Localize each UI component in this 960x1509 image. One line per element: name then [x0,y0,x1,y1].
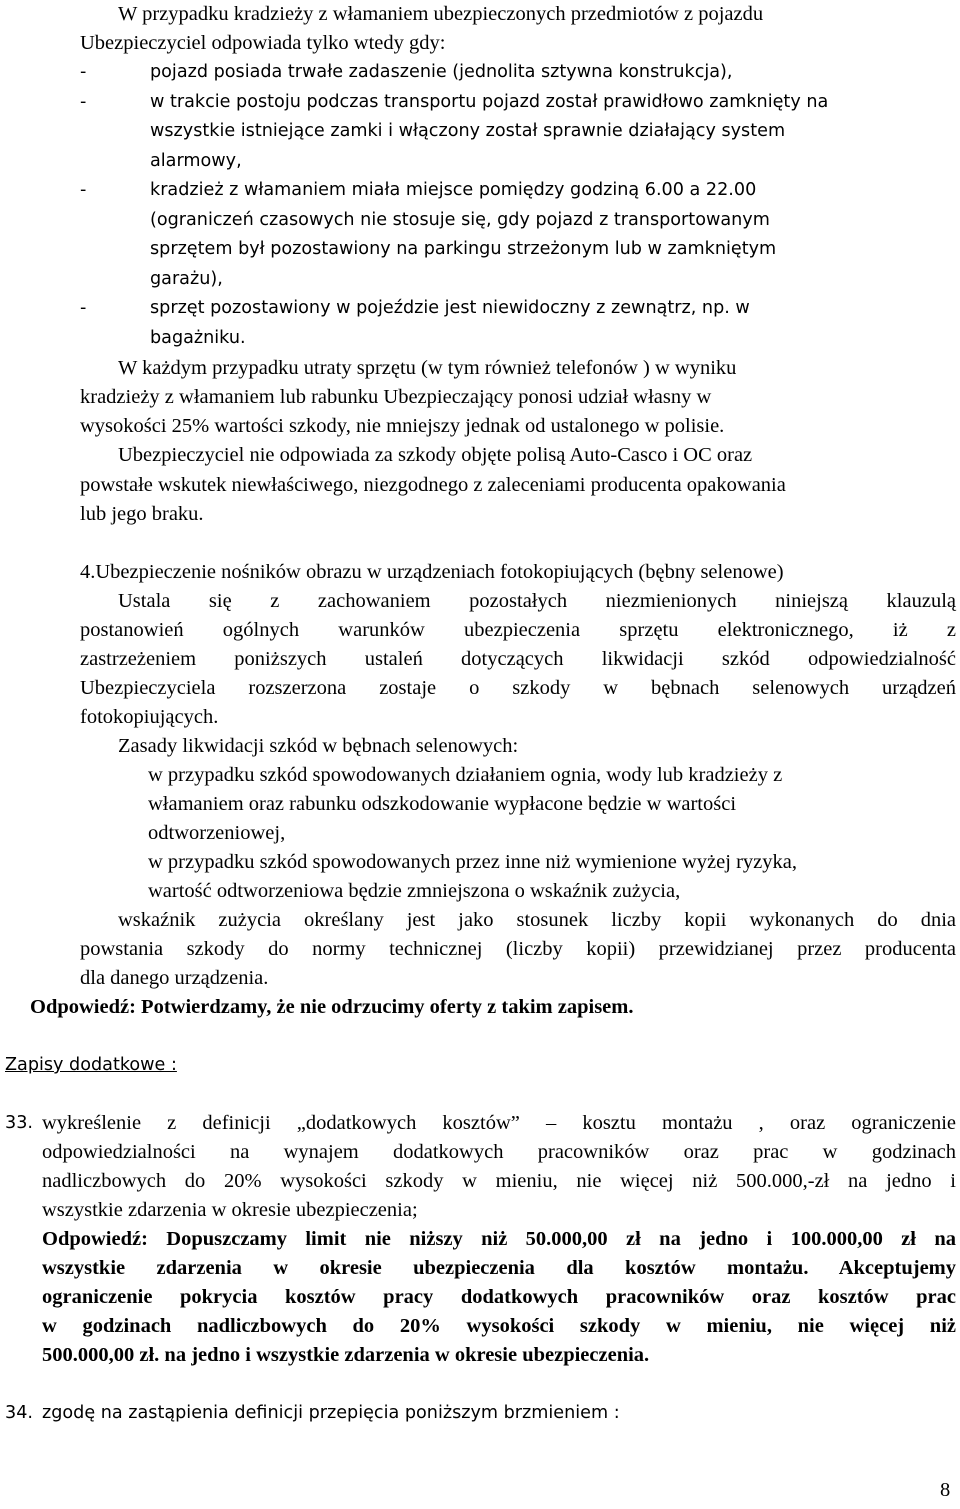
bullet-3-line-2: (ograniczeń czasowych nie stosuje się, gdy pojazd z transportowanym [150,210,770,230]
wear-line-3: dla danego urządzenia. [80,967,269,989]
rules-title: Zasady likwidacji szkód w bębnach selenowych: [118,735,519,757]
item-33-answer-line-5: 500.000,00 zł. na jedno i wszystkie zdarzenia w okresie ubezpieczenia. [42,1344,650,1366]
extra-heading: Zapisy dodatkowe : [5,1055,177,1075]
section-4-body-line-5: fotokopiujących. [80,706,219,728]
bullet-1-line-1: pojazd posiada trwałe zadaszenie (jednolita sztywna konstrukcja), [150,62,733,82]
item-33-line-3: nadliczbowych do 20% wysokości szkody w mieniu, nie więcej niż 500.000,-zł na jedno i [42,1170,956,1192]
item-33-answer-line-4: w godzinach nadliczbowych do 20% wysokości szkody w mieniu, nie więcej niż [42,1315,956,1337]
item-33-answer-line-2: wszystkie zdarzenia w okresie ubezpieczenia dla kosztów montażu. Akceptujemy [42,1257,956,1279]
bullet-dash: - [80,62,87,82]
item-33-line-1: wykreślenie z definicji „dodatkowych kosztów” – kosztu montażu , oraz ograniczenie [42,1112,956,1134]
paragraph-b-line-2: powstałe wskutek niewłaściwego, niezgodnego z zaleceniami producenta opakowania [80,474,786,496]
paragraph-a-line-3: wysokości 25% wartości szkody, nie mniejszy jednak od ustalonego w polisie. [80,415,725,437]
rule-1-line-1: w przypadku szkód spowodowanych działaniem ognia, wody lub kradzieży z [148,764,783,786]
wear-line-2: powstania szkody do normy technicznej (liczby kopii) przewidzianej przez producenta [80,938,956,960]
bullet-2-line-1: w trakcie postoju podczas transportu pojazd został prawidłowo zamknięty na [150,92,829,112]
rule-1-line-3: odtworzeniowej, [148,822,286,844]
item-33-answer-line-3: ograniczenie pokrycia kosztów pracy dodatkowych pracowników oraz kosztów prac [42,1286,956,1308]
section-4-answer: Odpowiedź: Potwierdzamy, że nie odrzucimy oferty z takim zapisem. [30,996,634,1018]
item-33-number: 33. [5,1113,33,1133]
section-4-body-line-4: Ubezpieczyciela rozszerzona zostaje o szkody w bębnach selenowych urządzeń [80,677,956,699]
item-33-line-4: wszystkie zdarzenia w okresie ubezpieczenia; [42,1199,418,1221]
bullet-4-line-2: bagażniku. [150,328,246,348]
item-33-answer-line-1: Odpowiedź: Dopuszczamy limit nie niższy niż 50.000,00 zł na jedno i 100.000,00 zł na [42,1228,956,1250]
paragraph-a-line-1: W każdym przypadku utraty sprzętu (w tym również telefonów ) w wyniku [118,357,737,379]
bullet-3-line-1: kradzież z włamaniem miała miejsce pomiędzy godziną 6.00 a 22.00 [150,180,757,200]
rule-2-line-1: w przypadku szkód spowodowanych przez inne niż wymienione wyżej ryzyka, [148,851,797,873]
section-4-heading: 4.Ubezpieczenie nośników obrazu w urządzeniach fotokopiujących (bębny selenowe) [80,561,784,583]
bullet-2-line-3: alarmowy, [150,151,242,171]
rule-2-line-2: wartość odtworzeniowa będzie zmniejszona o wskaźnik zużycia, [148,880,681,902]
section-4-body-line-1: Ustala się z zachowaniem pozostałych niezmienionych niniejszą klauzulą [118,590,956,612]
item-34-number: 34. [5,1403,33,1423]
rule-1-line-2: włamaniem oraz rabunku odszkodowanie wypłacone będzie w wartości [148,793,737,815]
bullet-dash: - [80,298,87,318]
paragraph-a-line-2: kradzieży z włamaniem lub rabunku Ubezpieczający ponosi udział własny w [80,386,712,408]
intro-line-2: Ubezpieczyciel odpowiada tylko wtedy gdy: [80,32,446,54]
bullet-2-line-2: wszystkie istniejące zamki i włączony został sprawnie działający system [150,121,786,141]
bullet-dash: - [80,92,87,112]
section-4-body-line-2: postanowień ogólnych warunków ubezpieczenia sprzętu elektronicznego, iż z [80,619,956,641]
bullet-3-line-4: garażu), [150,269,223,289]
item-33-line-2: odpowiedzialności na wynajem dodatkowych pracowników oraz prac w godzinach [42,1141,956,1163]
bullet-4-line-1: sprzęt pozostawiony w pojeździe jest niewidoczny z zewnątrz, np. w [150,298,750,318]
item-34-text: zgodę na zastąpienia definicji przepięcia poniższym brzmieniem : [42,1403,620,1423]
paragraph-b-line-3: lub jego braku. [80,503,204,525]
bullet-3-line-3: sprzętem był pozostawiony na parkingu strzeżonym lub w zamkniętym [150,239,777,259]
wear-line-1: wskaźnik zużycia określany jest jako stosunek liczby kopii wykonanych do dnia [118,909,956,931]
intro-line-1: W przypadku kradzieży z włamaniem ubezpieczonych przedmiotów z pojazdu [118,3,764,25]
page-number: 8 [940,1479,951,1501]
bullet-dash: - [80,180,87,200]
section-4-body-line-3: zastrzeżeniem poniższych ustaleń dotyczących likwidacji szkód odpowiedzialność [80,648,956,670]
paragraph-b-line-1: Ubezpieczyciel nie odpowiada za szkody objęte polisą Auto-Casco i OC oraz [118,444,753,466]
